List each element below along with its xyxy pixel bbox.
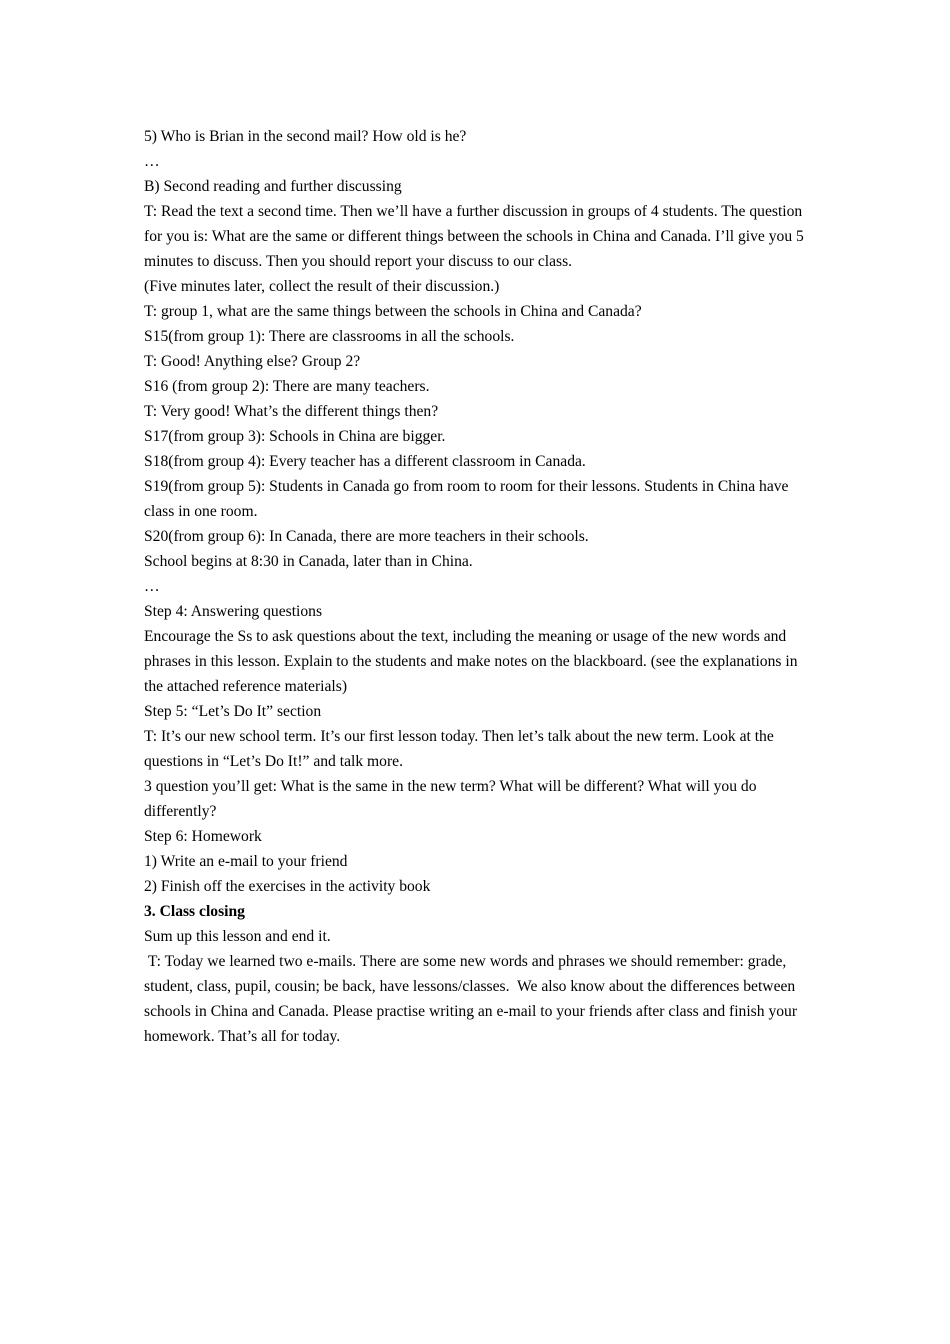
school-begins-line: School begins at 8:30 in Canada, later than in China. bbox=[144, 553, 473, 570]
class-closing-heading: 3. Class closing bbox=[144, 903, 245, 920]
s17-answer: S17(from group 3): Schools in China are bigger. bbox=[144, 428, 446, 445]
s18-answer: S18(from group 4): Every teacher has a different classroom in Canada. bbox=[144, 453, 586, 470]
closing-teacher-paragraph: T: Today we learned two e-mails. There are some new words and phrases we should remember: grade, student, class, pupil, cousin; be back, have lessons/classes. We also know about the differences between schools in China and Canada. Please practise writing an e-mail to your friends after class and finish your homework. That’s all for today. bbox=[144, 953, 801, 1045]
s15-answer: S15(from group 1): There are classrooms in all the schools. bbox=[144, 328, 515, 345]
ellipsis-line-2: … bbox=[144, 578, 160, 595]
step-6-heading: Step 6: Homework bbox=[144, 828, 262, 845]
teacher-instruction-paragraph: T: Read the text a second time. Then we’ll have a further discussion in groups of 4 students. The question for you is: What are the same or different things between the schools in China and Canada. I’ll give you 5 minutes to discuss. Then you should report your discuss to our class. bbox=[144, 203, 804, 270]
step-4-paragraph: Encourage the Ss to ask questions about the text, including the meaning or usage of the new words and phrases in this lesson. Explain to the students and make notes on the blackboard. (see the explanations in the attached reference materials) bbox=[144, 628, 798, 695]
s20-answer: S20(from group 6): In Canada, there are more teachers in their schools. bbox=[144, 528, 589, 545]
document-body bbox=[144, 124, 810, 1049]
teacher-question-group-1: T: group 1, what are the same things between the schools in China and Canada? bbox=[144, 303, 642, 320]
five-minutes-note: (Five minutes later, collect the result of their discussion.) bbox=[144, 278, 500, 295]
sum-up-line: Sum up this lesson and end it. bbox=[144, 928, 331, 945]
s16-answer: S16 (from group 2): There are many teachers. bbox=[144, 378, 430, 395]
teacher-question-differences: T: Very good! What’s the different things then? bbox=[144, 403, 439, 420]
teacher-prompt-group-2: T: Good! Anything else? Group 2? bbox=[144, 353, 361, 370]
homework-item-1: 1) Write an e-mail to your friend bbox=[144, 853, 348, 870]
step-5-questions-paragraph: 3 question you’ll get: What is the same in the new term? What will be different? What will you do differently? bbox=[144, 778, 757, 820]
step-4-heading: Step 4: Answering questions bbox=[144, 603, 323, 620]
step-5-heading: Step 5: “Let’s Do It” section bbox=[144, 703, 322, 720]
homework-item-2: 2) Finish off the exercises in the activity book bbox=[144, 878, 431, 895]
question-5-line: 5) Who is Brian in the second mail? How old is he? bbox=[144, 128, 467, 145]
s19-answer: S19(from group 5): Students in Canada go from room to room for their lessons. Students in China have class in one room. bbox=[144, 478, 789, 520]
ellipsis-line: … bbox=[144, 153, 160, 170]
step-5-teacher-paragraph: T: It’s our new school term. It’s our first lesson today. Then let’s talk about the new term. Look at the questions in “Let’s Do It!” and talk more. bbox=[144, 728, 774, 770]
second-reading-heading: B) Second reading and further discussing bbox=[144, 178, 402, 195]
